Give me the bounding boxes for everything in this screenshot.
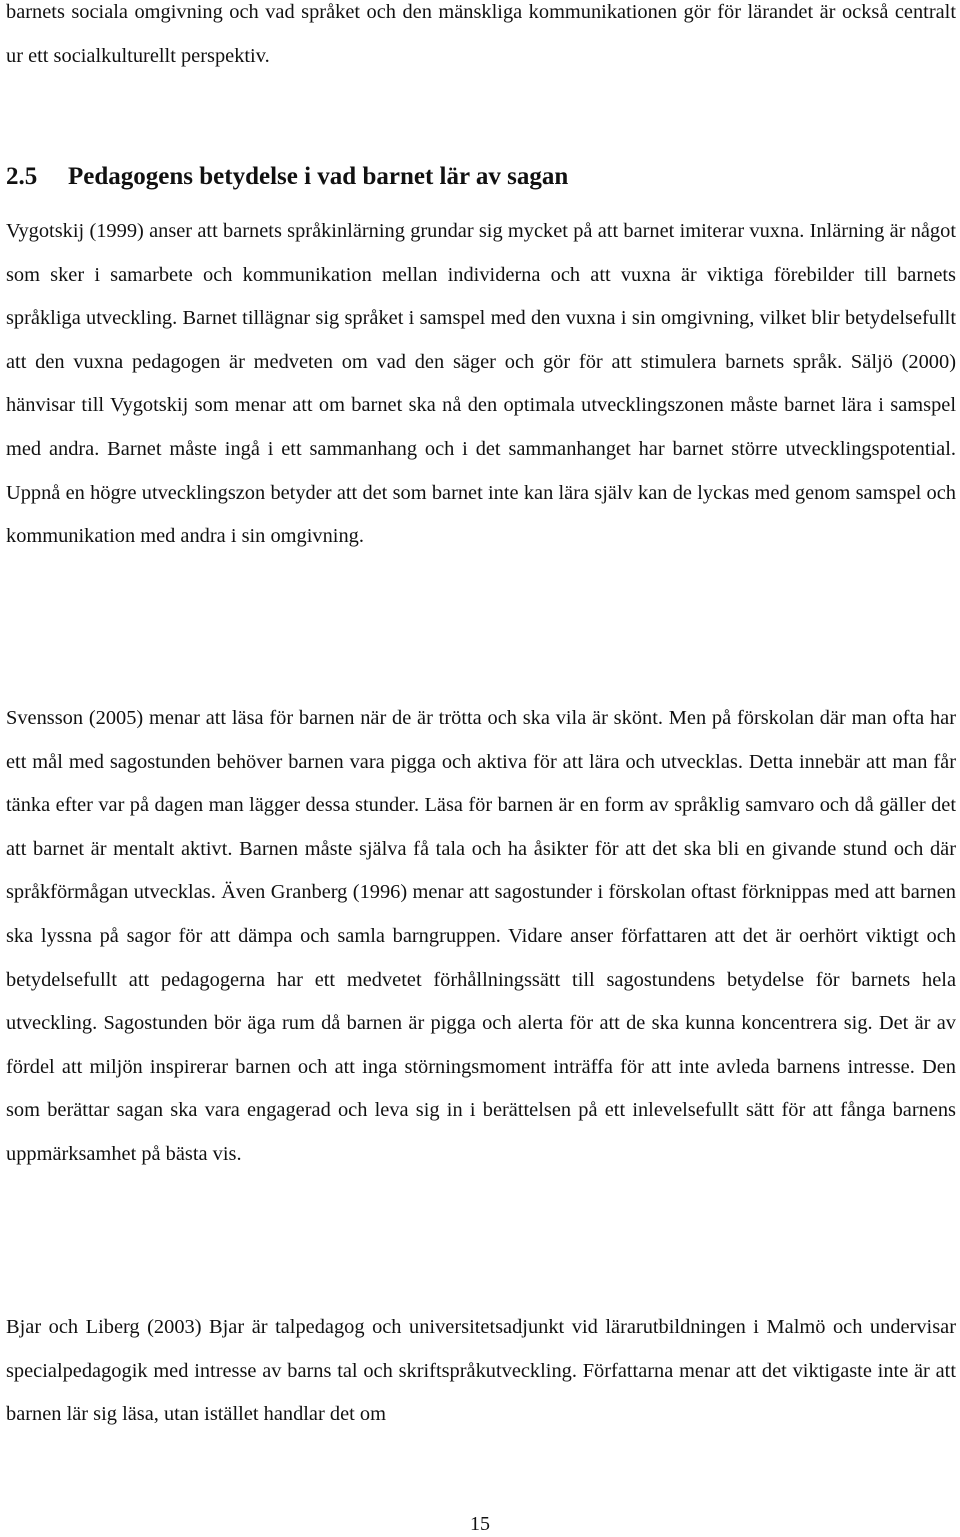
body-paragraph: Vygotskij (1999) anser att barnets språkinlärning grundar sig mycket på att barnet imiterar vuxna. Inlärning är något som sker i samarbete och kommunikation mellan individerna och att vuxna är viktiga förebilder till barnets språkliga utveckling. Barnet tillägnar sig språket i samspel med den vuxna i sin omgivning, vilket blir betydelsefullt att den vuxna pedagogen är medveten om vad den säger och gör för att stimulera barnets språk. Säljö (2000) hänvisar till Vygotskij som menar att om barnet ska nå den optimala utvecklingszonen måste barnet lära i samspel med andra. Barnet måste ingå i ett sammanhang och i det sammanhanget har barnet större utvecklingspotential. Uppnå en högre utvecklingszon betyder att det som barnet inte kan lära själv kan de lyckas med genom samspel och kommunikation med andra i sin omgivning. <box>6 220 956 548</box>
section-number: 2.5 <box>6 163 38 190</box>
paragraph-block-2 <box>6 697 956 1177</box>
intro-block <box>6 0 956 78</box>
body-paragraph: Svensson (2005) menar att läsa för barnen när de är trötta och ska vila är skönt. Men på förskolan där man ofta har ett mål med sagostunden behöver barnen vara pigga och aktiva för att lära och utvecklas. Detta innebär att man får tänka efter var på dagen man lägger dessa stunder. Läsa för barnen är en form av språklig samvaro och då gäller det att barnet är mentalt aktivt. Barnen måste själva få tala och ha åsikter för att det ska bli en givande stund och där språkförmågan utvecklas. Även Granberg (1996) menar att sagostunder i förskolan oftast förknippas med att barnen ska lyssna på sagor för att dämpa och samla barngruppen. Vidare anser författaren att det är oerhört viktigt och betydelsefullt att pedagogerna har ett medvetet förhållningssätt till sagostundens betydelse för barnets hela utveckling. Sagostunden bör äga rum då barnen är pigga och alerta för att de ska kunna koncentrera sig. Det är av fördel att miljön inspirerar barnen och att inga störningsmoment inträffa för att inte avleda barnens intresse. Den som berättar sagan ska vara engagerad och leva sig in i berättelsen på ett inlevelsefullt sätt för att fånga barnens uppmärksamhet på bästa vis. <box>6 707 956 1165</box>
paragraph-block-3 <box>6 1306 956 1437</box>
section-title: Pedagogens betydelse i vad barnet lär av sagan <box>68 163 569 190</box>
intro-paragraph: barnets sociala omgivning och vad språket och den mänskliga kommunikationen gör för lärandet är också centralt ur ett socialkulturellt perspektiv. <box>6 1 956 67</box>
page-number: 15 <box>470 1513 490 1535</box>
section-heading <box>6 162 568 192</box>
body-paragraph: Bjar och Liberg (2003) Bjar är talpedagog och universitetsadjunkt vid lärarutbildningen i Malmö och undervisar specialpedagogik med intresse av barns tal och skriftspråkutveckling. Författarna menar att det viktigaste inte är att barnen lär sig läsa, utan istället handlar det om <box>6 1316 956 1426</box>
paragraph-block-1 <box>6 210 956 559</box>
